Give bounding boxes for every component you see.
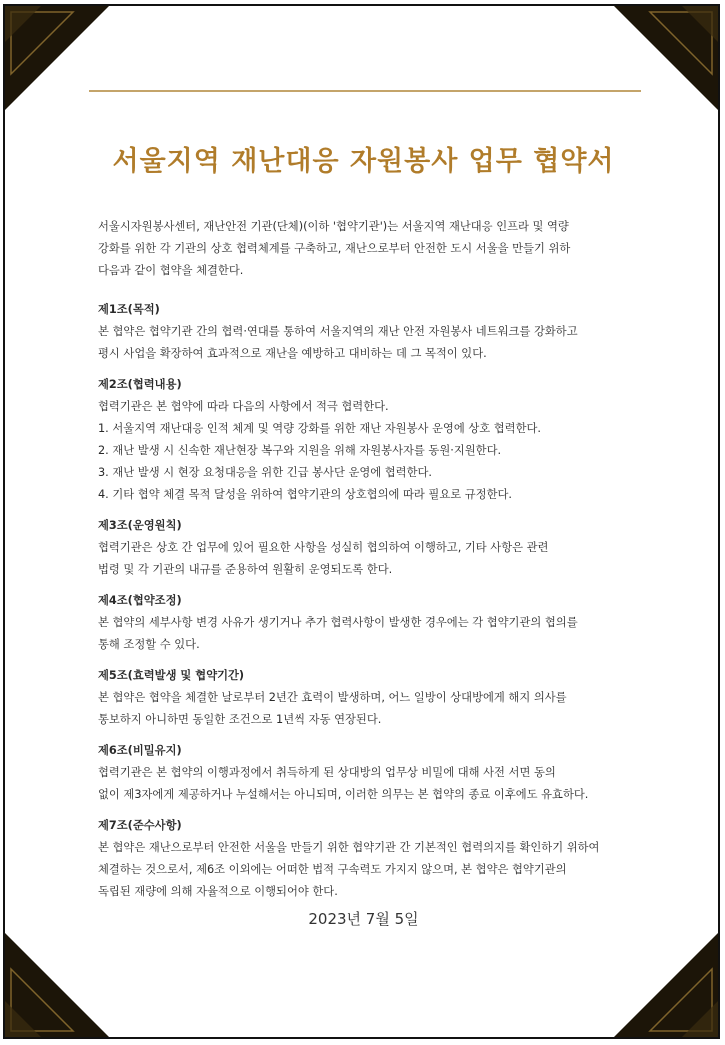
article-heading: 제1조(목적) bbox=[98, 303, 160, 316]
article-2 bbox=[98, 374, 634, 506]
corner-ornament-bottom-right bbox=[612, 931, 720, 1039]
document-body bbox=[98, 216, 634, 912]
intro-line: 서울시자원봉사센터, 재난안전 기관(단체)(이하 '협약기관')는 서울지역 재난대응 인프라 및 역량 bbox=[98, 220, 569, 233]
article-line: 2. 재난 발생 시 신속한 재난현장 복구와 지원을 위해 자원봉사자를 동원·지원한다. bbox=[98, 444, 502, 457]
article-line: 3. 재난 발생 시 현장 요청대응을 위한 긴급 봉사단 운영에 협력한다. bbox=[98, 466, 433, 479]
article-line: 통해 조정할 수 있다. bbox=[98, 638, 200, 651]
article-line: 평시 사업을 확장하여 효과적으로 재난을 예방하고 대비하는 데 그 목적이 있다. bbox=[98, 347, 487, 360]
article-heading: 제2조(협력내용) bbox=[98, 378, 182, 391]
article-line: 협력기관은 상호 간 업무에 있어 필요한 사항을 성실히 협의하여 이행하고, 기타 사항은 관련 bbox=[98, 541, 549, 554]
article-line: 없이 제3자에게 제공하거나 누설해서는 아니되며, 이러한 의무는 본 협약의 종료 이후에도 유효하다. bbox=[98, 788, 589, 801]
article-1 bbox=[98, 299, 634, 365]
article-line: 협력기관은 본 협약에 따라 다음의 사항에서 적극 협력한다. bbox=[98, 400, 389, 413]
article-line: 1. 서울지역 재난대응 인적 체계 및 역량 강화를 위한 재난 자원봉사 운영에 상호 협력한다. bbox=[98, 422, 542, 435]
article-line: 4. 기타 협약 체결 목적 달성을 위하여 협약기관의 상호협의에 따라 필요로 규정한다. bbox=[98, 488, 512, 501]
corner-ornament-top-left bbox=[3, 4, 111, 112]
article-line: 본 협약은 협약을 체결한 날로부터 2년간 효력이 발생하며, 어느 일방이 상대방에게 해지 의사를 bbox=[98, 691, 567, 704]
document-frame bbox=[3, 4, 720, 1039]
intro-line: 강화를 위한 각 기관의 상호 협력체계를 구축하고, 재난으로부터 안전한 도시 서울을 만들기 위하 bbox=[98, 242, 571, 255]
intro-paragraph bbox=[98, 216, 634, 282]
article-line: 법령 및 각 기관의 내규를 준용하여 원활히 운영되도록 한다. bbox=[98, 563, 393, 576]
article-line: 본 협약의 세부사항 변경 사유가 생기거나 추가 협력사항이 발생한 경우에는 각 협약기관의 협의를 bbox=[98, 616, 578, 629]
article-line: 본 협약은 협약기관 간의 협력·연대를 통하여 서울지역의 재난 안전 자원봉사 네트워크를 강화하고 bbox=[98, 325, 578, 338]
article-line: 독립된 재량에 의해 자율적으로 이행되어야 한다. bbox=[98, 885, 338, 898]
article-heading: 제5조(효력발생 및 협약기간) bbox=[98, 669, 245, 682]
article-heading: 제6조(비밀유지) bbox=[98, 744, 182, 757]
article-line: 통보하지 아니하면 동일한 조건으로 1년씩 자동 연장된다. bbox=[98, 713, 382, 726]
article-7 bbox=[98, 815, 634, 903]
article-4 bbox=[98, 590, 634, 656]
corner-ornament-bottom-left bbox=[3, 931, 111, 1039]
article-heading: 제3조(운영원칙) bbox=[98, 519, 182, 532]
signing-date: 2023년 7월 5일 bbox=[308, 910, 419, 928]
article-3 bbox=[98, 515, 634, 581]
gold-divider bbox=[89, 90, 641, 92]
article-heading: 제4조(협약조정) bbox=[98, 594, 182, 607]
article-6 bbox=[98, 740, 634, 806]
intro-line: 다음과 같이 협약을 체결한다. bbox=[98, 264, 244, 277]
article-line: 본 협약은 재난으로부터 안전한 서울을 만들기 위한 협약기관 간 기본적인 협력의지를 확인하기 위하여 bbox=[98, 841, 600, 854]
article-list bbox=[98, 299, 634, 903]
document-title: 서울지역 재난대응 자원봉사 업무 협약서 bbox=[112, 146, 615, 177]
article-line: 협력기관은 본 협약의 이행과정에서 취득하게 된 상대방의 업무상 비밀에 대해 사전 서면 동의 bbox=[98, 766, 556, 779]
corner-ornament-top-right bbox=[612, 4, 720, 112]
article-heading: 제7조(준수사항) bbox=[98, 819, 182, 832]
article-5 bbox=[98, 665, 634, 731]
article-line: 체결하는 것으로서, 제6조 이외에는 어떠한 법적 구속력도 가지지 않으며, 본 협약은 협약기관의 bbox=[98, 863, 567, 876]
